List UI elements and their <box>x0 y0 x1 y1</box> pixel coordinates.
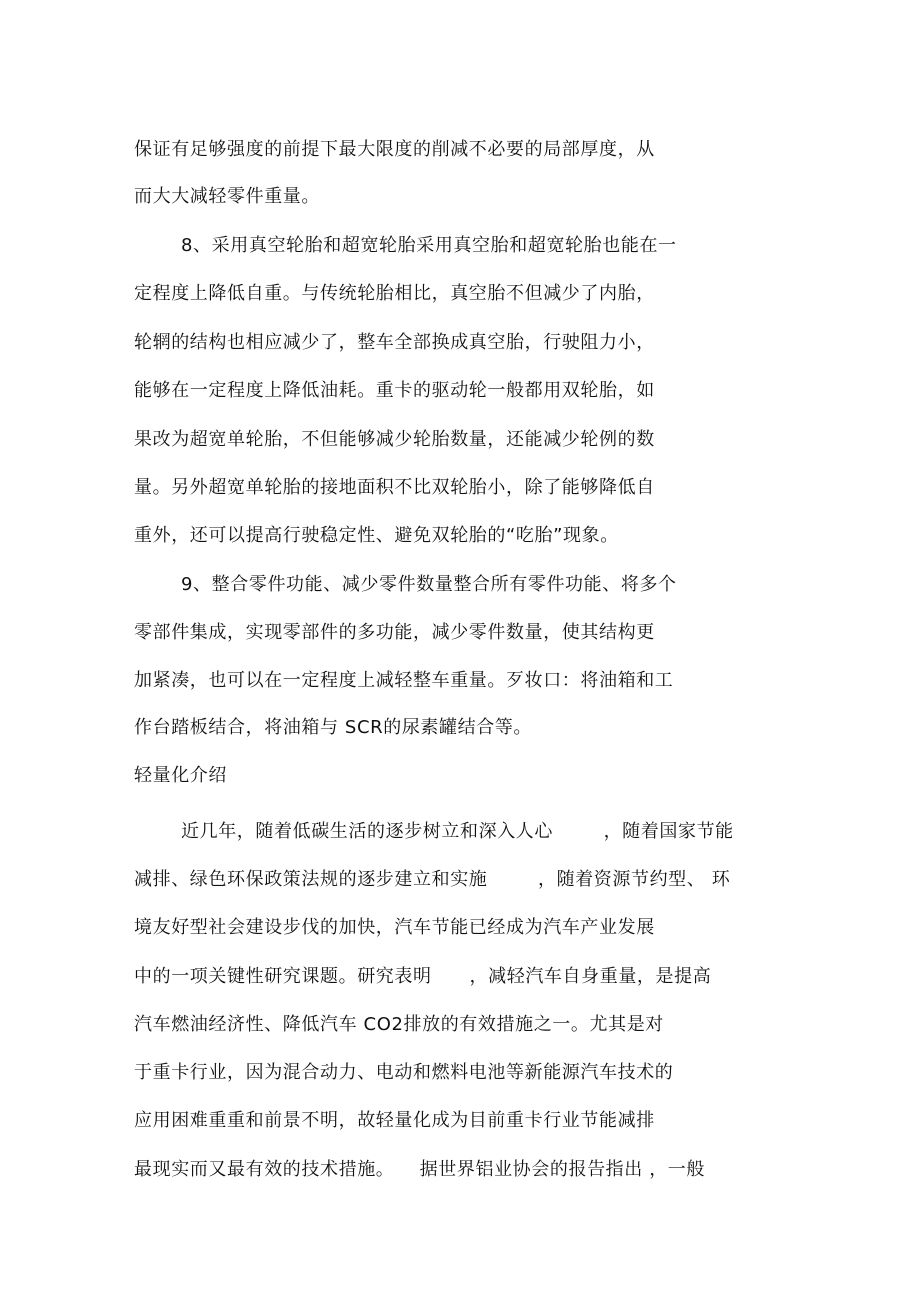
paragraph-line: 果改为超宽单轮胎，不但能够减少轮胎数量，还能减少轮例的数 <box>134 429 655 450</box>
paragraph-line: 轮辋的结构也相应减少了，整车全部换成真空胎，行驶阻力小， <box>134 332 655 353</box>
paragraph-line: 境友好型社会建设步伐的加快，汽车节能已经成为汽车产业发展 <box>134 917 655 938</box>
paragraph-line: 最现实而又最有效的技术措施。 据世界铝业协会的报告指出 ，一般 <box>134 1159 706 1180</box>
paragraph-line: 于重卡行业，因为混合动力、电动和燃料电池等新能源汽车技术的 <box>134 1062 674 1083</box>
paragraph-line: 而大大减轻零件重量。 <box>134 186 320 207</box>
paragraph-line: 减排、绿色环保政策法规的逐步建立和实施 ，随着资源节约型、 环 <box>134 869 731 890</box>
paragraph-line: 保证有足够强度的前提下最大限度的削减不必要的局部厚度，从 <box>134 139 655 160</box>
paragraph-line: 能够在一定程度上降低油耗。重卡的驱动轮一般都用双轮胎，如 <box>134 380 655 401</box>
paragraph-line: 作台踏板结合，将油箱与 SCR的尿素罐结合等。 <box>134 717 533 738</box>
paragraph-line: 加紧凑，也可以在一定程度上减轻整车重量。歹妆口：将油箱和工 <box>134 670 674 691</box>
paragraph-line: 中的一项关键性研究课题。研究表明 ，减轻汽车自身重量，是提高 <box>134 966 712 987</box>
paragraph-line: 汽车燃油经济性、降低汽车 CO2排放的有效措施之一。尤其是对 <box>134 1014 664 1035</box>
paragraph-line: 定程度上降低自重。与传统轮胎相比，真空胎不但减少了内胎， <box>134 283 655 304</box>
paragraph-line: 零部件集成，实现零部件的多功能，减少零件数量，使其结构更 <box>134 622 655 643</box>
paragraph-line: 近几年，随着低碳生活的逐步树立和深入人心 ，随着国家节能 <box>181 821 734 842</box>
paragraph-line: 量。另外超宽单轮胎的接地面积不比双轮胎小，除了能够降低自 <box>134 477 655 498</box>
paragraph-line: 应用困难重重和前景不明，故轻量化成为目前重卡行业节能减排 <box>134 1110 655 1131</box>
paragraph-line: 8、采用真空轮胎和超宽轮胎采用真空胎和超宽轮胎也能在一 <box>181 235 677 256</box>
section-heading: 轻量化介绍 <box>134 765 227 786</box>
paragraph-line: 9、整合零件功能、减少零件数量整合所有零件功能、将多个 <box>181 574 677 595</box>
paragraph-line: 重外，还可以提高行驶稳定性、避免双轮胎的“吃胎”现象。 <box>134 525 619 546</box>
